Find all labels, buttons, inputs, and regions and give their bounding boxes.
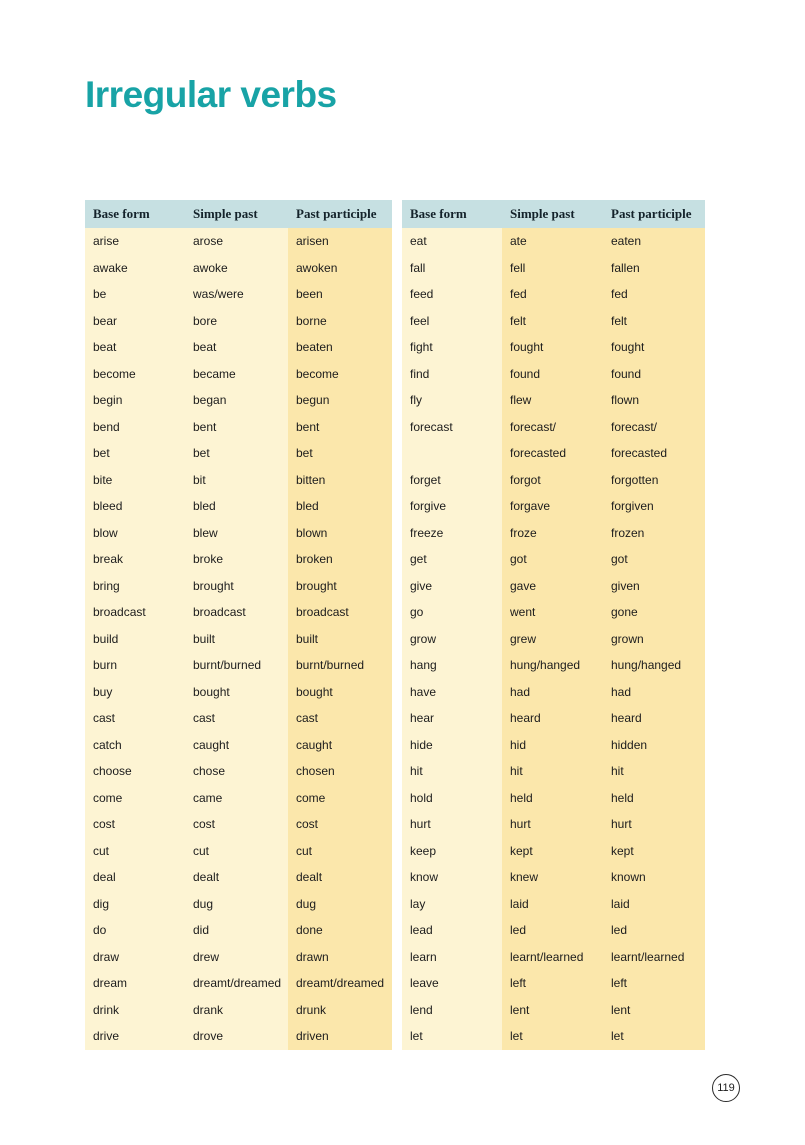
verb-cell: felt bbox=[603, 308, 705, 335]
verb-cell: brought bbox=[185, 573, 288, 600]
verb-cell: ate bbox=[502, 228, 603, 255]
header-row bbox=[85, 200, 392, 228]
verb-row bbox=[85, 891, 392, 918]
verb-row bbox=[402, 281, 705, 308]
verb-row bbox=[85, 308, 392, 335]
verb-cell: awake bbox=[85, 255, 185, 282]
verb-cell: hear bbox=[402, 705, 502, 732]
verb-cell: bend bbox=[85, 414, 185, 441]
verb-cell: hung/hanged bbox=[502, 652, 603, 679]
verb-cell: grew bbox=[502, 626, 603, 653]
verb-row bbox=[85, 917, 392, 944]
verb-row bbox=[402, 864, 705, 891]
verb-cell: had bbox=[502, 679, 603, 706]
verb-cell: went bbox=[502, 599, 603, 626]
verb-cell: bit bbox=[185, 467, 288, 494]
verb-row bbox=[402, 732, 705, 759]
verb-cell: fallen bbox=[603, 255, 705, 282]
verb-cell: be bbox=[85, 281, 185, 308]
verb-cell: blew bbox=[185, 520, 288, 547]
verb-cell: deal bbox=[85, 864, 185, 891]
verb-cell: feed bbox=[402, 281, 502, 308]
verb-row bbox=[85, 546, 392, 573]
verb-cell: dealt bbox=[288, 864, 392, 891]
verb-row bbox=[402, 838, 705, 865]
verb-cell: dig bbox=[85, 891, 185, 918]
verb-cell: bite bbox=[85, 467, 185, 494]
verb-cell: fell bbox=[502, 255, 603, 282]
verb-cell bbox=[402, 440, 502, 467]
verb-cell: hang bbox=[402, 652, 502, 679]
verb-cell: arise bbox=[85, 228, 185, 255]
verb-cell: lend bbox=[402, 997, 502, 1024]
verb-cell: draw bbox=[85, 944, 185, 971]
verb-cell: awoken bbox=[288, 255, 392, 282]
verb-row bbox=[85, 361, 392, 388]
verb-cell: led bbox=[603, 917, 705, 944]
verb-cell: dreamt/dreamed bbox=[288, 970, 392, 997]
verb-cell: kept bbox=[502, 838, 603, 865]
verb-row bbox=[85, 785, 392, 812]
verb-cell: got bbox=[603, 546, 705, 573]
verb-cell: lent bbox=[502, 997, 603, 1024]
page-title: Irregular verbs bbox=[85, 74, 337, 115]
verb-cell: chose bbox=[185, 758, 288, 785]
verb-cell: bring bbox=[85, 573, 185, 600]
verb-row bbox=[402, 626, 705, 653]
verb-cell: built bbox=[288, 626, 392, 653]
verb-cell: catch bbox=[85, 732, 185, 759]
verb-cell: become bbox=[288, 361, 392, 388]
verb-row bbox=[402, 705, 705, 732]
verb-cell: forecast/ bbox=[603, 414, 705, 441]
verb-cell: forecasted bbox=[502, 440, 603, 467]
verb-cell: forget bbox=[402, 467, 502, 494]
verb-cell: hidden bbox=[603, 732, 705, 759]
verb-cell: beat bbox=[85, 334, 185, 361]
verb-cell: given bbox=[603, 573, 705, 600]
verb-row bbox=[402, 440, 705, 467]
verb-cell: cost bbox=[85, 811, 185, 838]
verb-cell: flown bbox=[603, 387, 705, 414]
verb-cell: broadcast bbox=[85, 599, 185, 626]
verb-row bbox=[85, 414, 392, 441]
table-head bbox=[402, 200, 705, 228]
verb-cell: begun bbox=[288, 387, 392, 414]
verb-row bbox=[85, 493, 392, 520]
verb-cell: cost bbox=[185, 811, 288, 838]
verb-row bbox=[402, 785, 705, 812]
verb-cell: hit bbox=[402, 758, 502, 785]
verb-row bbox=[85, 520, 392, 547]
verb-row bbox=[85, 1023, 392, 1050]
verb-row bbox=[85, 679, 392, 706]
verb-cell: cut bbox=[185, 838, 288, 865]
verb-cell: bleed bbox=[85, 493, 185, 520]
verb-cell: become bbox=[85, 361, 185, 388]
verb-cell: hung/hanged bbox=[603, 652, 705, 679]
verb-cell: broadcast bbox=[288, 599, 392, 626]
verb-cell: broadcast bbox=[185, 599, 288, 626]
verb-cell: learn bbox=[402, 944, 502, 971]
verb-cell: drew bbox=[185, 944, 288, 971]
verb-row bbox=[85, 652, 392, 679]
verb-row bbox=[402, 414, 705, 441]
verb-cell: left bbox=[502, 970, 603, 997]
verb-row bbox=[85, 599, 392, 626]
verb-cell: blown bbox=[288, 520, 392, 547]
verb-cell: flew bbox=[502, 387, 603, 414]
verb-cell: arose bbox=[185, 228, 288, 255]
verb-cell: bear bbox=[85, 308, 185, 335]
verb-row bbox=[85, 811, 392, 838]
verb-cell: break bbox=[85, 546, 185, 573]
verb-cell: fed bbox=[603, 281, 705, 308]
verb-cell: burnt/burned bbox=[185, 652, 288, 679]
verb-cell: cast bbox=[288, 705, 392, 732]
column-header-base-form: Base form bbox=[85, 200, 185, 228]
verb-cell: laid bbox=[502, 891, 603, 918]
verb-cell: borne bbox=[288, 308, 392, 335]
verb-cell: broken bbox=[288, 546, 392, 573]
verb-cell: bent bbox=[288, 414, 392, 441]
verb-row bbox=[85, 255, 392, 282]
verb-cell: caught bbox=[185, 732, 288, 759]
verb-cell: lay bbox=[402, 891, 502, 918]
verb-row bbox=[402, 546, 705, 573]
verb-cell: held bbox=[502, 785, 603, 812]
verb-cell: led bbox=[502, 917, 603, 944]
verb-cell: hurt bbox=[402, 811, 502, 838]
verb-row bbox=[85, 467, 392, 494]
verb-cell: did bbox=[185, 917, 288, 944]
verb-cell: eat bbox=[402, 228, 502, 255]
verb-row bbox=[85, 944, 392, 971]
verb-row bbox=[85, 626, 392, 653]
table-head bbox=[85, 200, 392, 228]
verb-cell: had bbox=[603, 679, 705, 706]
verb-cell: bled bbox=[288, 493, 392, 520]
verb-cell: came bbox=[185, 785, 288, 812]
page-number: 119 bbox=[717, 1082, 735, 1094]
verb-row bbox=[85, 440, 392, 467]
verb-cell: broke bbox=[185, 546, 288, 573]
verb-row bbox=[402, 917, 705, 944]
verb-cell: give bbox=[402, 573, 502, 600]
verb-table-left bbox=[85, 200, 392, 1050]
verb-cell: bet bbox=[185, 440, 288, 467]
verb-cell: blow bbox=[85, 520, 185, 547]
verb-cell: dug bbox=[185, 891, 288, 918]
verb-row bbox=[402, 308, 705, 335]
verb-cell: go bbox=[402, 599, 502, 626]
verb-cell: cut bbox=[288, 838, 392, 865]
verb-cell: arisen bbox=[288, 228, 392, 255]
verb-cell: beat bbox=[185, 334, 288, 361]
verb-cell: brought bbox=[288, 573, 392, 600]
verb-cell: freeze bbox=[402, 520, 502, 547]
verb-cell: let bbox=[603, 1023, 705, 1050]
verb-row bbox=[402, 255, 705, 282]
verb-cell: bore bbox=[185, 308, 288, 335]
verb-cell: bought bbox=[185, 679, 288, 706]
verb-cell: bet bbox=[288, 440, 392, 467]
verb-cell: froze bbox=[502, 520, 603, 547]
verb-cell: found bbox=[603, 361, 705, 388]
verb-cell: bet bbox=[85, 440, 185, 467]
verb-row bbox=[402, 758, 705, 785]
verb-row bbox=[402, 361, 705, 388]
verb-cell: knew bbox=[502, 864, 603, 891]
verb-cell: know bbox=[402, 864, 502, 891]
verb-cell: hold bbox=[402, 785, 502, 812]
verb-cell: got bbox=[502, 546, 603, 573]
verb-cell: hid bbox=[502, 732, 603, 759]
verb-row bbox=[85, 838, 392, 865]
verb-cell: forgive bbox=[402, 493, 502, 520]
verb-cell: drunk bbox=[288, 997, 392, 1024]
verb-cell: lent bbox=[603, 997, 705, 1024]
verb-cell: laid bbox=[603, 891, 705, 918]
verb-cell: dug bbox=[288, 891, 392, 918]
column-header-simple-past: Simple past bbox=[502, 200, 603, 228]
verb-cell: come bbox=[288, 785, 392, 812]
verb-cell: forgiven bbox=[603, 493, 705, 520]
verb-row bbox=[85, 334, 392, 361]
verb-cell: heard bbox=[502, 705, 603, 732]
verb-cell: cut bbox=[85, 838, 185, 865]
verb-cell: forgave bbox=[502, 493, 603, 520]
verb-cell: learnt/learned bbox=[603, 944, 705, 971]
verb-cell: kept bbox=[603, 838, 705, 865]
verb-cell: built bbox=[185, 626, 288, 653]
verb-cell: begin bbox=[85, 387, 185, 414]
verb-cell: drawn bbox=[288, 944, 392, 971]
verb-row bbox=[402, 944, 705, 971]
verb-cell: fought bbox=[502, 334, 603, 361]
verb-cell: fall bbox=[402, 255, 502, 282]
verb-cell: have bbox=[402, 679, 502, 706]
verb-cell: lead bbox=[402, 917, 502, 944]
verb-row bbox=[85, 387, 392, 414]
verb-row bbox=[85, 281, 392, 308]
verb-cell: buy bbox=[85, 679, 185, 706]
verb-cell: let bbox=[502, 1023, 603, 1050]
verb-cell: done bbox=[288, 917, 392, 944]
verb-row bbox=[85, 758, 392, 785]
verb-cell: dream bbox=[85, 970, 185, 997]
verb-row bbox=[402, 228, 705, 255]
verb-cell: burn bbox=[85, 652, 185, 679]
verb-cell: drove bbox=[185, 1023, 288, 1050]
verb-cell: known bbox=[603, 864, 705, 891]
page-number-badge bbox=[712, 1074, 740, 1102]
verb-cell: burnt/burned bbox=[288, 652, 392, 679]
verb-row bbox=[402, 387, 705, 414]
verb-cell: hit bbox=[502, 758, 603, 785]
verb-cell: forecast bbox=[402, 414, 502, 441]
verb-cell: frozen bbox=[603, 520, 705, 547]
verb-cell: bitten bbox=[288, 467, 392, 494]
verb-cell: been bbox=[288, 281, 392, 308]
verb-cell: cast bbox=[85, 705, 185, 732]
verb-cell: eaten bbox=[603, 228, 705, 255]
verb-cell: bent bbox=[185, 414, 288, 441]
verb-cell: awoke bbox=[185, 255, 288, 282]
verb-row bbox=[85, 705, 392, 732]
verb-cell: let bbox=[402, 1023, 502, 1050]
column-header-past-participle: Past participle bbox=[603, 200, 705, 228]
verb-cell: fly bbox=[402, 387, 502, 414]
verb-row bbox=[402, 679, 705, 706]
verb-cell: drank bbox=[185, 997, 288, 1024]
verb-cell: began bbox=[185, 387, 288, 414]
verb-cell: feel bbox=[402, 308, 502, 335]
verb-cell: keep bbox=[402, 838, 502, 865]
verb-cell: found bbox=[502, 361, 603, 388]
verb-row bbox=[85, 997, 392, 1024]
verb-cell: gone bbox=[603, 599, 705, 626]
verb-cell: gave bbox=[502, 573, 603, 600]
verb-cell: learnt/learned bbox=[502, 944, 603, 971]
verb-cell: grow bbox=[402, 626, 502, 653]
verb-row bbox=[85, 970, 392, 997]
verb-row bbox=[402, 1023, 705, 1050]
verb-cell: come bbox=[85, 785, 185, 812]
verb-row bbox=[85, 228, 392, 255]
verb-cell: was/were bbox=[185, 281, 288, 308]
verb-row bbox=[402, 573, 705, 600]
verb-row bbox=[402, 891, 705, 918]
header-row bbox=[402, 200, 705, 228]
verb-cell: fought bbox=[603, 334, 705, 361]
verb-cell: forgotten bbox=[603, 467, 705, 494]
column-header-base-form: Base form bbox=[402, 200, 502, 228]
verb-row bbox=[402, 997, 705, 1024]
verb-cell: get bbox=[402, 546, 502, 573]
verb-cell: hit bbox=[603, 758, 705, 785]
verb-cell: heard bbox=[603, 705, 705, 732]
verb-cell: caught bbox=[288, 732, 392, 759]
column-header-past-participle: Past participle bbox=[288, 200, 392, 228]
verb-cell: fed bbox=[502, 281, 603, 308]
verb-cell: forecasted bbox=[603, 440, 705, 467]
verb-cell: hurt bbox=[603, 811, 705, 838]
verb-cell: forecast/ bbox=[502, 414, 603, 441]
verb-cell: cast bbox=[185, 705, 288, 732]
verb-cell: bled bbox=[185, 493, 288, 520]
verb-cell: build bbox=[85, 626, 185, 653]
verb-cell: chosen bbox=[288, 758, 392, 785]
verb-cell: hide bbox=[402, 732, 502, 759]
verb-row bbox=[402, 811, 705, 838]
verb-cell: cost bbox=[288, 811, 392, 838]
verb-row bbox=[402, 520, 705, 547]
verb-cell: dealt bbox=[185, 864, 288, 891]
verb-cell: left bbox=[603, 970, 705, 997]
verb-cell: driven bbox=[288, 1023, 392, 1050]
verb-row bbox=[85, 732, 392, 759]
verb-cell: dreamt/dreamed bbox=[185, 970, 288, 997]
verb-row bbox=[402, 467, 705, 494]
verb-cell: drink bbox=[85, 997, 185, 1024]
verb-table-right bbox=[402, 200, 705, 1050]
verb-cell: choose bbox=[85, 758, 185, 785]
verb-row bbox=[402, 334, 705, 361]
verb-cell: felt bbox=[502, 308, 603, 335]
verb-row bbox=[85, 864, 392, 891]
verb-cell: beaten bbox=[288, 334, 392, 361]
verb-row bbox=[85, 573, 392, 600]
verb-cell: held bbox=[603, 785, 705, 812]
table-body bbox=[85, 228, 392, 1050]
verb-cell: find bbox=[402, 361, 502, 388]
verb-row bbox=[402, 970, 705, 997]
verb-cell: became bbox=[185, 361, 288, 388]
verb-row bbox=[402, 493, 705, 520]
verb-cell: leave bbox=[402, 970, 502, 997]
verb-cell: fight bbox=[402, 334, 502, 361]
verb-cell: drive bbox=[85, 1023, 185, 1050]
verb-cell: do bbox=[85, 917, 185, 944]
verb-cell: grown bbox=[603, 626, 705, 653]
verb-cell: hurt bbox=[502, 811, 603, 838]
verb-row bbox=[402, 599, 705, 626]
verb-cell: bought bbox=[288, 679, 392, 706]
table-body bbox=[402, 228, 705, 1050]
verb-tables-container bbox=[85, 200, 705, 1050]
column-header-simple-past: Simple past bbox=[185, 200, 288, 228]
verb-row bbox=[402, 652, 705, 679]
verb-cell: forgot bbox=[502, 467, 603, 494]
